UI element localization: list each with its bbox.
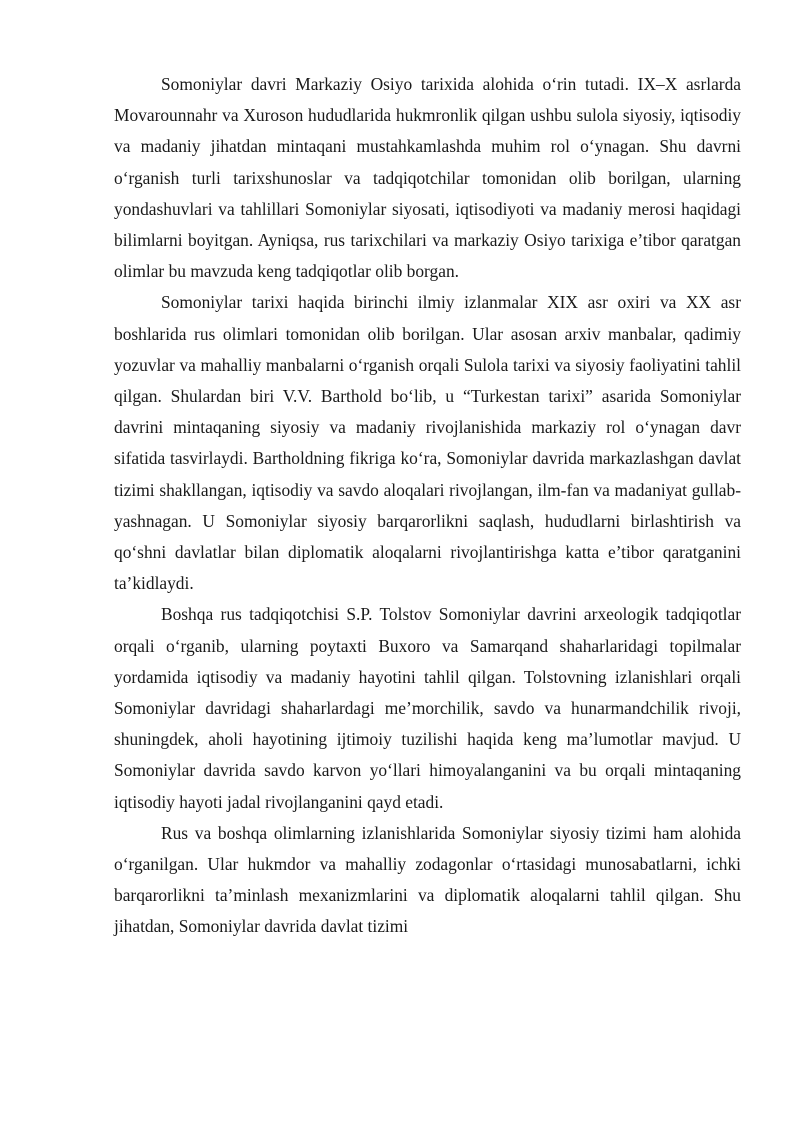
paragraph-4: Rus va boshqa olimlarning izlanishlarida Somoniylar siyosiy tizimi ham alohida oʻrganilgan. Ular hukmdor va mahalliy zodagonlar oʻrtasidagi munosabatlarni, ichki barqarorlikni ta’minlash mexanizmlarini va diplomatik aloqalarni tahlil qilgan. Shu jihatdan, Somoniylar davrida davlat tizimi [114, 822, 741, 937]
paragraph-3: Boshqa rus tadqiqotchisi S.P. Tolstov Somoniylar davrini arxeologik tadqiqotlar orqali oʻrganib, ularning poytaxti Buxoro va Samarqand shaharlaridagi topilmalar yordamida iqtisodiy va madaniy hayotini tahlil qilgan. Tolstovning izlanishlari orqali Somoniylar davridagi shaharlardagi me’morchilik, savdo va hunarmandchilik rivoji, shuningdek, aholi hayotining ijtimoiy tuzilishi haqida keng ma’lumotlar mavjud. U Somoniylar davrida savdo karvon yoʻllari himoyalanganini va bu orqali mintaqaning iqtisodiy hayoti jadal rivojlanganini qayd etadi. [114, 604, 741, 812]
paragraph-1: Somoniylar davri Markaziy Osiyo tarixida alohida oʻrin tutadi. IX–X asrlarda Movarounnahr va Xuroson hududlarida hukmronlik qilgan ushbu sulola siyosiy, iqtisodiy va madaniy jihatdan mintaqani mustahkamlashda muhim rol oʻynagan. Shu davrni oʻrganish turli tarixshunoslar va tadqiqotchilar tomonidan olib borilgan, ularning yondashuvlari va tahlillari Somoniylar siyosati, iqtisodiyoti va madaniy merosi haqidagi bilimlarni boyitgan. Ayniqsa, rus tarixchilari va markaziy Osiyo tarixiga e’tibor qaratgan olimlar bu mavzuda keng tadqiqotlar olib borgan. [114, 74, 741, 282]
document-body [114, 69, 741, 943]
paragraph-2: Somoniylar tarixi haqida birinchi ilmiy izlanmalar XIX asr oxiri va XX asr boshlarida rus olimlari tomonidan olib borilgan. Ular asosan arxiv manbalar, qadimiy yozuvlar va mahalliy manbalarni oʻrganish orqali Sulola tarixi va siyosiy faoliyatini tahlil qilgan. Shulardan biri V.V. Barthold boʻlib, u “Turkestan tarixi” asarida Somoniylar davrini mintaqaning siyosiy va madaniy rivojlanishida markaziy rol oʻynagan davr sifatida tasvirlaydi. Bartholdning fikriga koʻra, Somoniylar davrida markazlashgan davlat tizimi shakllangan, iqtisodiy va savdo aloqalari rivojlangan, ilm-fan va madaniyat gullab-yashnagan. U Somoniylar siyosiy barqarorlikni saqlash, hududlarni birlashtirish va qoʻshni davlatlar bilan diplomatik aloqalarni rivojlantirishga katta e’tibor qaratganini ta’kidlaydi. [114, 292, 741, 594]
